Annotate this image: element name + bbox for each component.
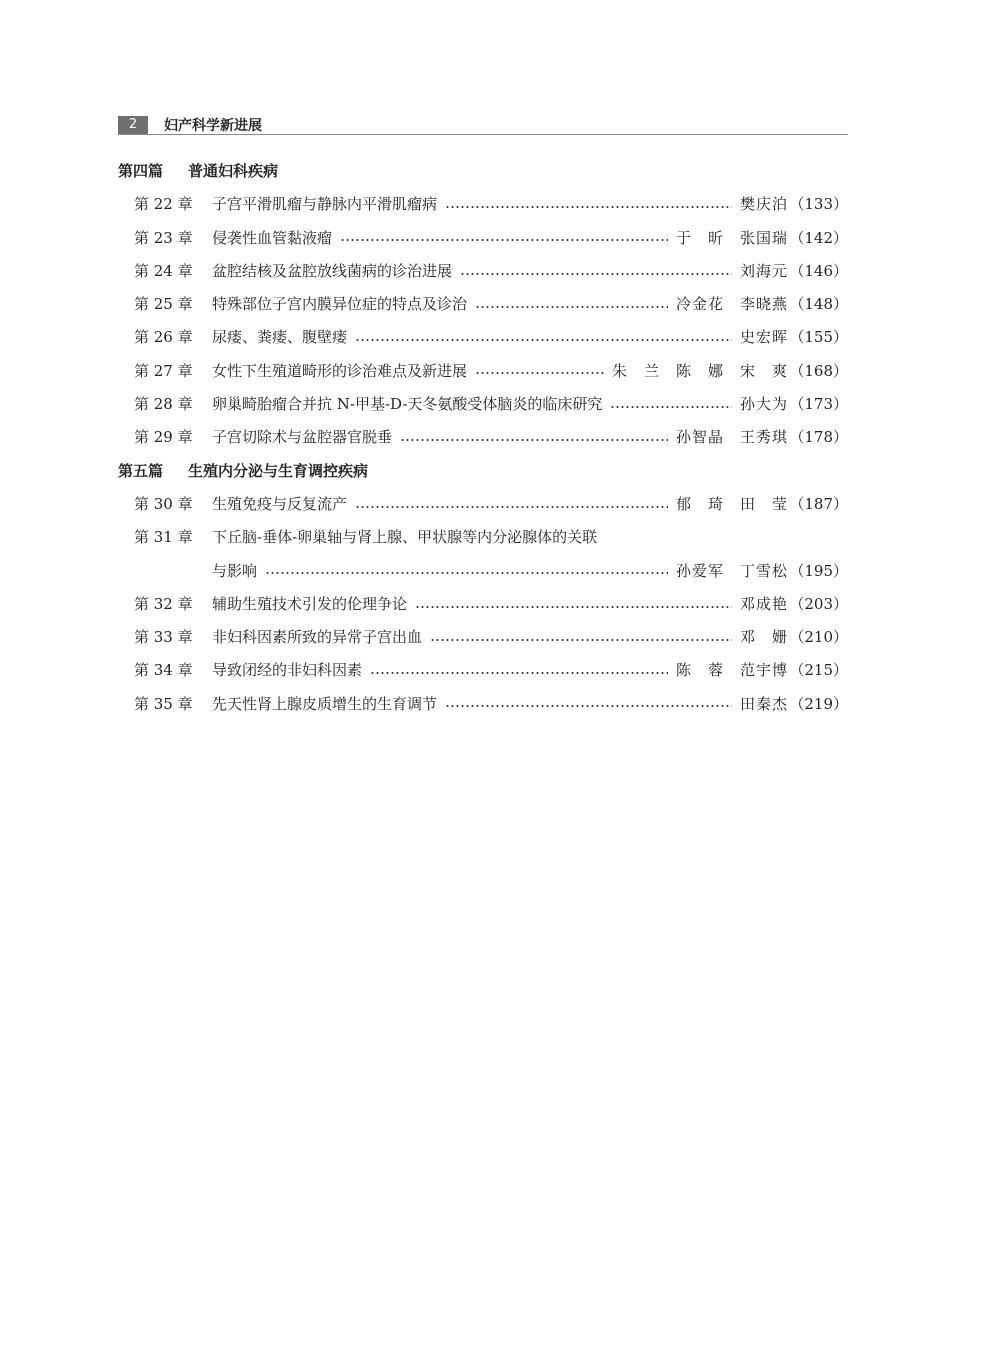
page-header [118, 116, 848, 136]
toc-entry [118, 521, 848, 554]
chapter-page: （203） [789, 594, 848, 613]
table-of-contents [118, 155, 848, 721]
chapter-page: （178） [789, 428, 848, 447]
chapter-number: 第 29 章 [134, 428, 193, 447]
toc-entry [118, 488, 848, 521]
chapter-number: 第 35 章 [134, 694, 193, 713]
chapter-authors: 于 昕 张国瑞 [675, 228, 788, 247]
chapter-title: 下丘脑-垂体-卵巢轴与肾上腺、甲状腺等内分泌腺体的关联 [212, 528, 598, 547]
chapter-number: 第 22 章 [134, 195, 193, 214]
chapter-number: 第 30 章 [134, 494, 193, 513]
book-title: 妇产科学新进展 [164, 118, 262, 134]
chapter-title: 卵巢畸胎瘤合并抗 N-甲基-D-天冬氨酸受体脑炎的临床研究 [212, 395, 603, 414]
chapter-number: 第 24 章 [134, 261, 193, 280]
chapter-title-continued: 与影响 [212, 561, 258, 580]
chapter-authors: 田秦杰 [739, 694, 788, 713]
dot-leader [355, 506, 668, 508]
toc-entry [118, 255, 848, 288]
toc-entry [118, 688, 848, 721]
toc-entry [118, 621, 848, 654]
chapter-number: 第 23 章 [134, 228, 193, 247]
chapter-title: 女性下生殖道畸形的诊治难点及新进展 [212, 361, 468, 380]
dot-leader [265, 572, 668, 574]
chapter-number: 第 28 章 [134, 395, 193, 414]
dot-leader [610, 406, 732, 408]
chapter-authors: 陈 蓉 范宇博 [675, 661, 788, 680]
dot-leader [445, 705, 732, 707]
dot-leader [415, 606, 732, 608]
toc-entry-continued [118, 555, 848, 588]
page-number: 2 [118, 116, 148, 134]
chapter-authors: 朱 兰 陈 娜 宋 爽 [611, 361, 788, 380]
chapter-page: （168） [789, 361, 848, 380]
chapter-page: （173） [789, 395, 848, 414]
dot-leader [355, 339, 732, 341]
chapter-number: 第 34 章 [134, 661, 193, 680]
chapter-authors: 孙智晶 王秀琪 [675, 428, 788, 447]
dot-leader [475, 306, 668, 308]
chapter-title: 先天性肾上腺皮质增生的生育调节 [212, 694, 438, 713]
chapter-title: 非妇科因素所致的异常子宫出血 [212, 628, 423, 647]
toc-entry [118, 321, 848, 354]
chapter-authors: 孙大为 [739, 395, 788, 414]
chapter-page: （210） [789, 628, 848, 647]
chapter-page: （219） [789, 694, 848, 713]
toc-entry [118, 588, 848, 621]
chapter-authors: 史宏晖 [739, 328, 788, 347]
chapter-title: 生殖免疫与反复流产 [212, 494, 348, 513]
chapter-title: 子宫平滑肌瘤与静脉内平滑肌瘤病 [212, 195, 438, 214]
toc-entry [118, 654, 848, 687]
chapter-number: 第 26 章 [134, 328, 193, 347]
chapter-title: 辅助生殖技术引发的伦理争论 [212, 594, 408, 613]
chapter-page: （133） [789, 195, 848, 214]
dot-leader [340, 239, 668, 241]
toc-entry [118, 388, 848, 421]
toc-entry [118, 288, 848, 321]
chapter-authors: 邓成艳 [739, 594, 788, 613]
part-title: 普通妇科疾病 [188, 162, 279, 180]
chapter-page: （195） [789, 561, 848, 580]
chapter-page: （148） [789, 295, 848, 314]
chapter-title: 侵袭性血管黏液瘤 [212, 228, 333, 247]
chapter-authors: 孙爱军 丁雪松 [675, 561, 788, 580]
chapter-title: 特殊部位子宫内膜异位症的特点及诊治 [212, 295, 468, 314]
chapter-page: （215） [789, 661, 848, 680]
chapter-title: 导致闭经的非妇科因素 [212, 661, 363, 680]
chapter-page: （142） [789, 228, 848, 247]
chapter-title: 子宫切除术与盆腔器官脱垂 [212, 428, 393, 447]
toc-entry [118, 355, 848, 388]
chapter-page: （155） [789, 328, 848, 347]
part-title: 生殖内分泌与生育调控疾病 [188, 461, 369, 480]
chapter-page: （187） [789, 494, 848, 513]
part-heading [118, 155, 848, 188]
dot-leader [400, 439, 668, 441]
dot-leader [370, 672, 668, 674]
dot-leader [460, 273, 732, 275]
chapter-title: 尿瘘、粪瘘、腹壁瘘 [212, 328, 348, 347]
chapter-number: 第 33 章 [134, 628, 193, 647]
part-number: 第五篇 [118, 461, 164, 480]
chapter-page: （146） [789, 261, 848, 280]
chapter-authors: 邓 姗 [739, 628, 788, 647]
chapter-authors: 刘海元 [739, 261, 788, 280]
chapter-authors: 樊庆泊 [739, 195, 788, 214]
toc-entry [118, 222, 848, 255]
toc-entry [118, 188, 848, 221]
chapter-number: 第 25 章 [134, 295, 193, 314]
chapter-title: 盆腔结核及盆腔放线菌病的诊治进展 [212, 261, 453, 280]
chapter-number: 第 31 章 [134, 528, 193, 547]
dot-leader [430, 639, 732, 641]
chapter-authors: 郁 琦 田 莹 [675, 494, 788, 513]
chapter-authors: 冷金花 李晓燕 [675, 295, 788, 314]
chapter-number: 第 27 章 [134, 361, 193, 380]
dot-leader [475, 372, 604, 374]
dot-leader [445, 206, 732, 208]
toc-entry [118, 421, 848, 454]
part-number: 第四篇 [118, 162, 164, 180]
header-rule [118, 134, 848, 135]
chapter-number: 第 32 章 [134, 594, 193, 613]
part-heading [118, 455, 848, 488]
